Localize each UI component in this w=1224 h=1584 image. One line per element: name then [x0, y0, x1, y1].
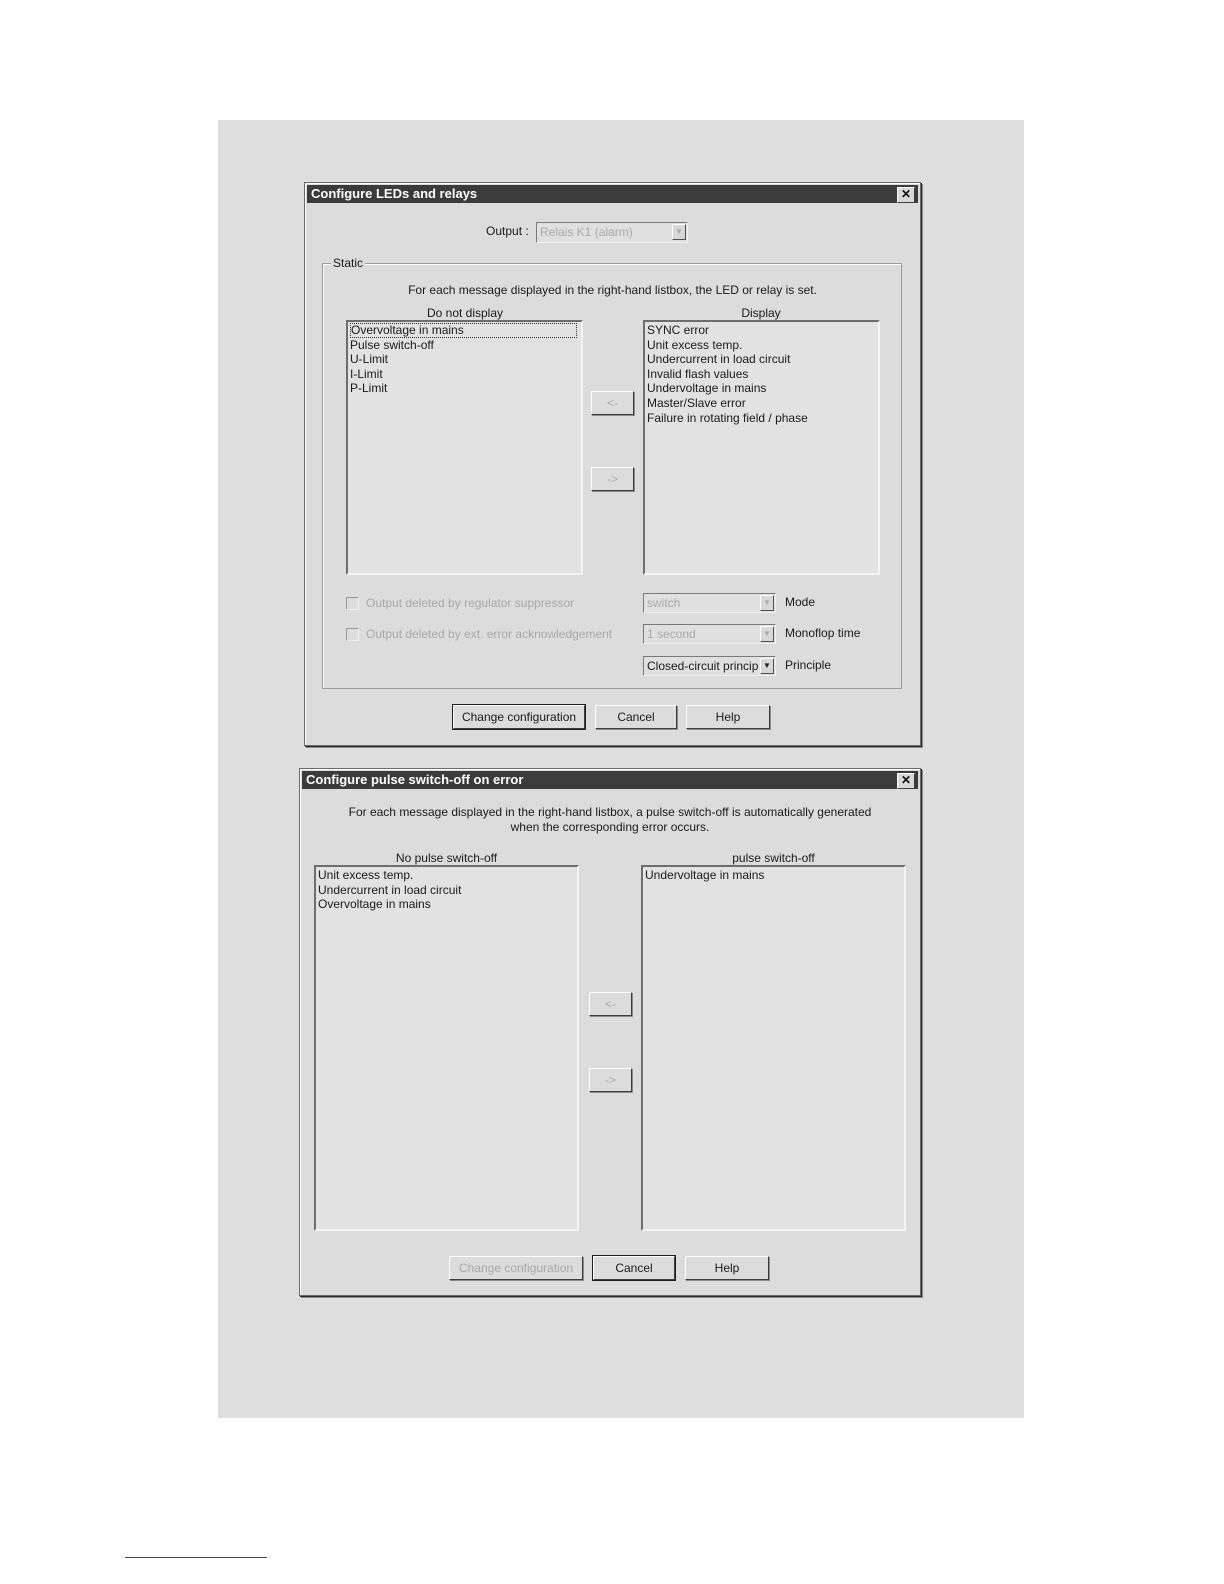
move-right-button[interactable]: ->: [589, 1068, 632, 1092]
chevron-down-icon: ▼: [760, 626, 774, 642]
help-button[interactable]: [686, 705, 770, 729]
mode-label: Mode: [785, 595, 816, 609]
left-list-header: No pulse switch-off: [395, 851, 498, 865]
no-pulse-switch-off-listbox[interactable]: [314, 865, 579, 1231]
output-label: Output :: [486, 224, 529, 238]
move-left-button[interactable]: <-: [589, 992, 632, 1016]
principle-select-value: Closed-circuit princip: [647, 659, 759, 673]
cancel-label: Cancel: [617, 710, 655, 724]
configure-leds-relays-dialog: [304, 182, 921, 746]
mode-select-value: switch: [647, 596, 681, 610]
list-item[interactable]: I-Limit: [350, 366, 383, 381]
list-item[interactable]: Undervoltage in mains: [647, 381, 767, 396]
move-left-button[interactable]: <-: [591, 391, 634, 415]
close-icon[interactable]: ✕: [897, 773, 915, 789]
cancel-button[interactable]: [593, 1256, 675, 1280]
list-item[interactable]: Undervoltage in mains: [645, 868, 765, 882]
list-item[interactable]: Undercurrent in load circuit: [318, 882, 462, 897]
list-item[interactable]: Unit excess temp.: [647, 337, 743, 352]
list-item[interactable]: Failure in rotating field / phase: [647, 410, 808, 425]
change-configuration-button[interactable]: [453, 705, 585, 729]
mode-select[interactable]: [643, 593, 776, 613]
right-list-header: pulse switch-off: [732, 851, 815, 865]
list-item[interactable]: Undercurrent in load circuit: [647, 352, 791, 367]
principle-select[interactable]: [643, 656, 776, 676]
list-item[interactable]: Overvoltage in mains: [350, 323, 577, 338]
regulator-suppressor-checkbox[interactable]: [346, 597, 359, 610]
pulse-switch-off-listbox[interactable]: [641, 865, 906, 1231]
chevron-down-icon: ▼: [760, 658, 774, 674]
list-item[interactable]: Overvoltage in mains: [318, 897, 431, 912]
chevron-down-icon: ▼: [760, 595, 774, 611]
dialog-titlebar: [302, 771, 918, 789]
dialog-title: Configure pulse switch-off on error: [306, 772, 524, 787]
left-list-header: Do not display: [426, 306, 504, 320]
do-not-display-listbox[interactable]: [346, 320, 583, 575]
list-item[interactable]: U-Limit: [350, 352, 388, 367]
instruction-text: For each message displayed in the right-hand listbox, the LED or relay is set.: [408, 283, 817, 297]
move-right-button[interactable]: ->: [591, 467, 634, 491]
ext-error-ack-checkbox[interactable]: [346, 628, 359, 641]
list-item[interactable]: Master/Slave error: [647, 395, 746, 410]
chevron-down-icon: ▼: [672, 224, 686, 240]
right-list-header: Display: [741, 306, 781, 320]
list-item[interactable]: Pulse switch-off: [350, 337, 434, 352]
change-configuration-label: Change configuration: [461, 710, 577, 724]
display-listbox[interactable]: [643, 320, 880, 575]
list-item[interactable]: Unit excess temp.: [318, 868, 414, 882]
dialog-title: Configure LEDs and relays: [311, 186, 478, 201]
monoflop-time-select[interactable]: [643, 624, 776, 644]
cancel-label: Cancel: [615, 1261, 653, 1275]
configure-pulse-switch-off-dialog: [299, 768, 921, 1296]
list-item[interactable]: Invalid flash values: [647, 366, 749, 381]
help-label: Help: [714, 1261, 740, 1275]
cancel-button[interactable]: [595, 705, 677, 729]
static-group-label: Static: [333, 256, 364, 270]
help-label: Help: [715, 710, 741, 724]
list-item[interactable]: P-Limit: [350, 381, 388, 396]
output-select[interactable]: [536, 222, 688, 243]
instruction-line-2: when the corresponding error occurs.: [510, 820, 710, 834]
monoflop-time-label: Monoflop time: [785, 626, 861, 640]
output-select-value: Relais K1 (alarm): [540, 225, 633, 239]
footer-rule: [125, 1557, 267, 1558]
list-item[interactable]: SYNC error: [647, 323, 710, 337]
ext-error-ack-label: Output deleted by ext. error acknowledgement: [366, 627, 613, 641]
help-button[interactable]: [685, 1256, 769, 1280]
instruction-line-1: For each message displayed in the right-hand listbox, a pulse switch-off is automatically generated: [348, 805, 872, 819]
change-configuration-button[interactable]: [449, 1256, 583, 1280]
principle-label: Principle: [785, 658, 832, 672]
dialog-titlebar: [307, 185, 918, 203]
monoflop-select-value: 1 second: [647, 627, 696, 641]
change-configuration-label: Change configuration: [458, 1261, 574, 1275]
regulator-suppressor-label: Output deleted by regulator suppressor: [366, 596, 575, 610]
close-icon[interactable]: ✕: [897, 187, 915, 203]
